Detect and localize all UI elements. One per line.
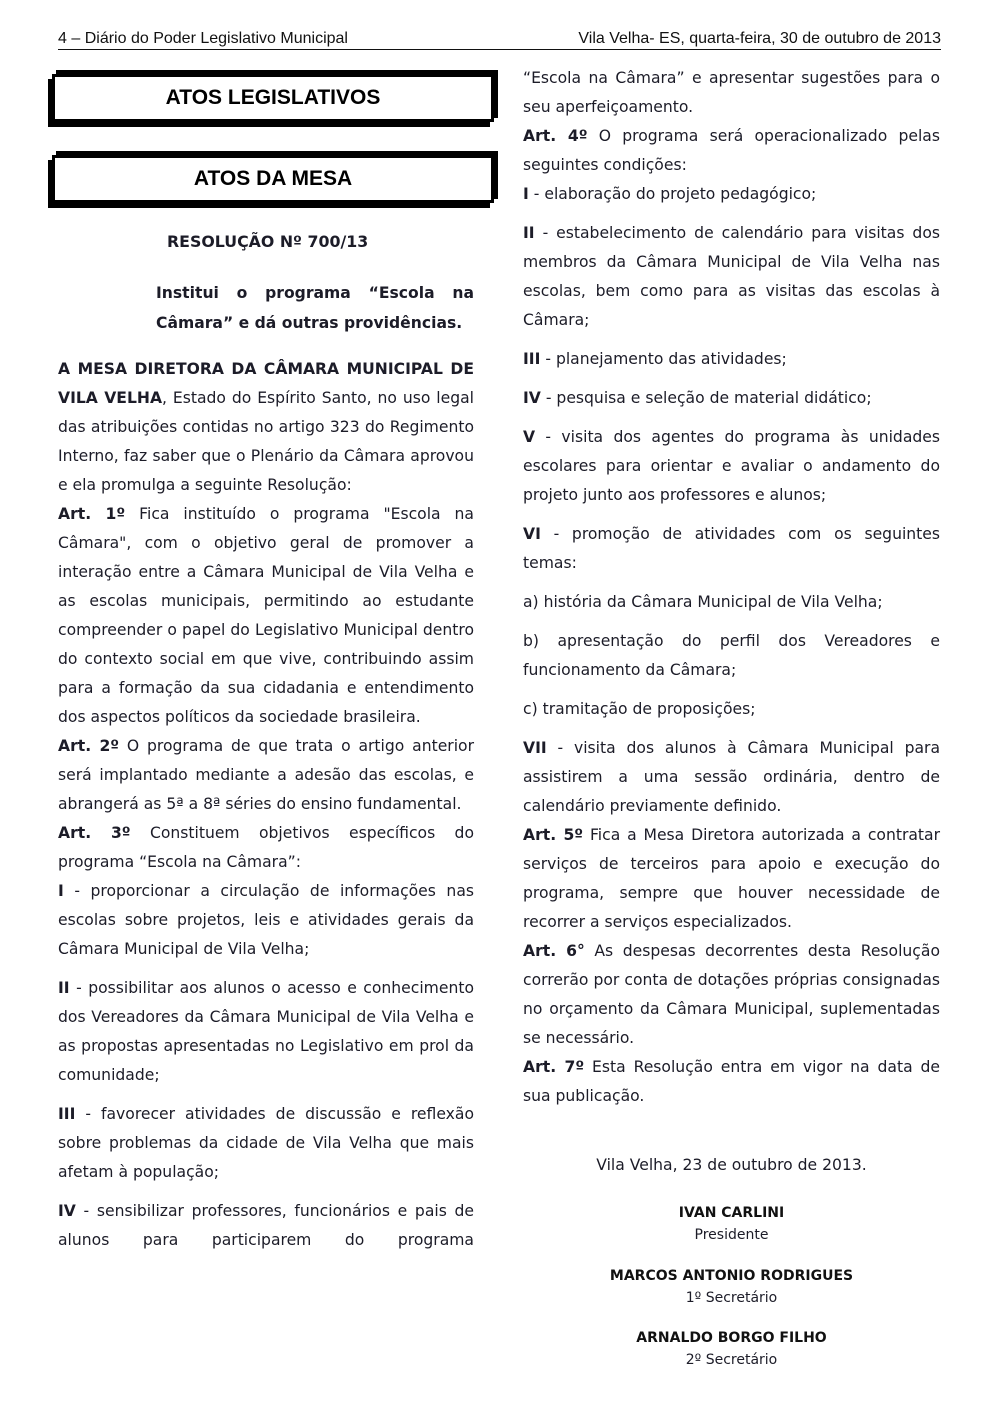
article-1-text: Fica instituído o programa "Escola na Câmara", com o objetivo geral de promover a interação entre a Câmara Municipal de Vila Velha e as escolas municipais, permitindo ao estudante compreender o papel do Legislativo Municipal dentro do contexto social em que vive, contribuindo assim para a formação da sua cidadania e entendimento dos aspectos políticos da sociedade brasileira. — [58, 505, 474, 726]
article-4-subitem: b) apresentação do perfil dos Vereadores e funcionamento da Câmara; — [523, 632, 940, 679]
article-4-item — [523, 520, 940, 578]
signatory-name: IVAN CARLINI — [678, 1205, 785, 1221]
signatory-role: 1º Secretário — [685, 1290, 778, 1306]
item-label: IV — [523, 389, 541, 407]
article-5-text: Fica a Mesa Diretora autorizada a contratar serviços de terceiros para apoio e execução do programa, sempre que houver necessidade de recorrer a serviços especializados. — [523, 826, 940, 931]
article-3-item — [58, 877, 474, 964]
preamble — [58, 355, 474, 500]
article-7-label: Art. 7º — [523, 1058, 585, 1076]
page-number: 4 — [58, 30, 67, 47]
signatory-name: ARNALDO BORGO FILHO — [636, 1330, 827, 1346]
item-text: - proporcionar a circulação de informações nas escolas sobre projetos, leis e atividades gerais da Câmara Municipal de Vila Velha; — [58, 882, 474, 958]
item-text: - elaboração do projeto pedagógico; — [528, 185, 817, 203]
left-column — [58, 355, 474, 1255]
article-7 — [523, 1053, 940, 1111]
article-3-label: Art. 3º — [58, 824, 131, 842]
article-4-item — [523, 734, 940, 821]
preamble-text: , Estado do Espírito Santo, no uso legal das atribuições contidas no artigo 323 do Regimento Interno, faz saber que o Plenário da Câmara aprovou e ela promulga a seguinte Resolução: — [58, 389, 474, 494]
article-6-label: Art. 6° — [523, 942, 585, 960]
ementa-line-2: Câmara” e dá outras providências. — [156, 314, 463, 332]
section-atos-da-mesa: ATOS DA MESA — [52, 155, 494, 203]
article-2-text: O programa de que trata o artigo anterior será implantado mediante a adesão das escolas, e abrangerá as 5ª a 8ª séries do ensino fundamental. — [58, 737, 474, 813]
publication-name: Diário do Poder Legislativo Municipal — [84, 30, 348, 47]
article-3-item — [58, 1197, 474, 1255]
signatory — [523, 1265, 940, 1309]
header-separator: – — [71, 30, 81, 47]
right-column — [523, 64, 940, 1111]
item-text: - promoção de atividades com os seguintes temas: — [523, 525, 940, 572]
item-text: - pesquisa e seleção de material didático; — [540, 389, 872, 407]
signatory-role: 2º Secretário — [685, 1352, 778, 1368]
item-text: - favorecer atividades de discussão e reflexão sobre problemas da cidade de Vila Velha que mais afetam à população; — [58, 1105, 474, 1181]
page-header — [58, 28, 941, 50]
article-4-subitem: a) história da Câmara Municipal de Vila Velha; — [523, 593, 883, 611]
article-1 — [58, 500, 474, 732]
article-4-label: Art. 4º — [523, 127, 588, 145]
signatory — [523, 1327, 940, 1371]
signatory-role: Presidente — [694, 1227, 769, 1243]
item-text: - sensibilizar professores, funcionários e pais de alunos para participarem do programa — [58, 1202, 474, 1249]
item-label: II — [523, 224, 535, 242]
article-3-item — [58, 974, 474, 1090]
article-3-continuation: “Escola na Câmara” e apresentar sugestões para o seu aperfeiçoamento. — [523, 69, 940, 116]
signatory — [523, 1202, 940, 1246]
item-text: - visita dos agentes do programa às unidades escolares para orientar e avaliar o andamento do projeto junto aos professores e alunos; — [523, 428, 940, 504]
article-2 — [58, 732, 474, 819]
item-label: I — [523, 185, 529, 203]
resolution-title: RESOLUÇÃO Nº 700/13 — [167, 232, 369, 251]
item-label: III — [523, 350, 541, 368]
article-5-label: Art. 5º — [523, 826, 584, 844]
signing-date: Vila Velha, 23 de outubro de 2013. — [596, 1156, 867, 1174]
article-4-item — [523, 384, 940, 413]
article-4-item — [523, 180, 940, 209]
item-text: - planejamento das atividades; — [540, 350, 787, 368]
header-place-date: Vila Velha- ES, quarta-feira, 30 de outubro de 2013 — [578, 30, 941, 47]
item-label: I — [58, 882, 64, 900]
article-6 — [523, 937, 940, 1053]
article-4-item — [523, 219, 940, 335]
item-label: VII — [523, 739, 547, 757]
item-label: V — [523, 428, 536, 446]
ementa-line-1: Institui o programa “Escola na — [156, 284, 474, 302]
header-left — [58, 30, 348, 48]
section-atos-legislativos: ATOS LEGISLATIVOS — [52, 74, 494, 122]
article-7-text: Esta Resolução entra em vigor na data de sua publicação. — [523, 1058, 941, 1105]
article-3 — [58, 819, 474, 877]
item-label: II — [58, 979, 70, 997]
article-2-label: Art. 2º — [58, 737, 120, 755]
item-label: VI — [523, 525, 541, 543]
article-6-text: As despesas decorrentes desta Resolução correrão por conta de dotações próprias consignadas no orçamento da Câmara Municipal, suplementadas se necessário. — [523, 942, 940, 1047]
item-text: - possibilitar aos alunos o acesso e conhecimento dos Vereadores da Câmara Municipal de Vila Velha e as propostas apresentadas no Legislativo em prol da comunidade; — [58, 979, 474, 1084]
article-5 — [523, 821, 940, 937]
item-label: IV — [58, 1202, 76, 1220]
preamble-bold: A MESA DIRETORA DA CÂMARA MUNICIPAL DE VILA VELHA — [58, 360, 474, 407]
article-1-label: Art. 1º — [58, 505, 126, 523]
article-4-text: O programa será operacionalizado pelas seguintes condições: — [523, 127, 940, 174]
article-4-item — [523, 423, 940, 510]
article-3-text: Constituem objetivos específicos do programa “Escola na Câmara”: — [58, 824, 474, 871]
item-text: - visita dos alunos à Câmara Municipal para assistirem a uma sessão ordinária, dentro de calendário previamente definido. — [523, 739, 940, 815]
article-3-item — [58, 1100, 474, 1187]
signatory-name: MARCOS ANTONIO RODRIGUES — [609, 1268, 854, 1284]
resolution-ementa — [156, 278, 474, 338]
article-4-item — [523, 345, 940, 374]
article-4-subitem: c) tramitação de proposições; — [523, 700, 756, 718]
article-4 — [523, 122, 940, 180]
item-text: - estabelecimento de calendário para visitas dos membros da Câmara Municipal de Vila Velha nas escolas, bem como para as visitas das escolas à Câmara; — [523, 224, 940, 329]
item-label: III — [58, 1105, 76, 1123]
